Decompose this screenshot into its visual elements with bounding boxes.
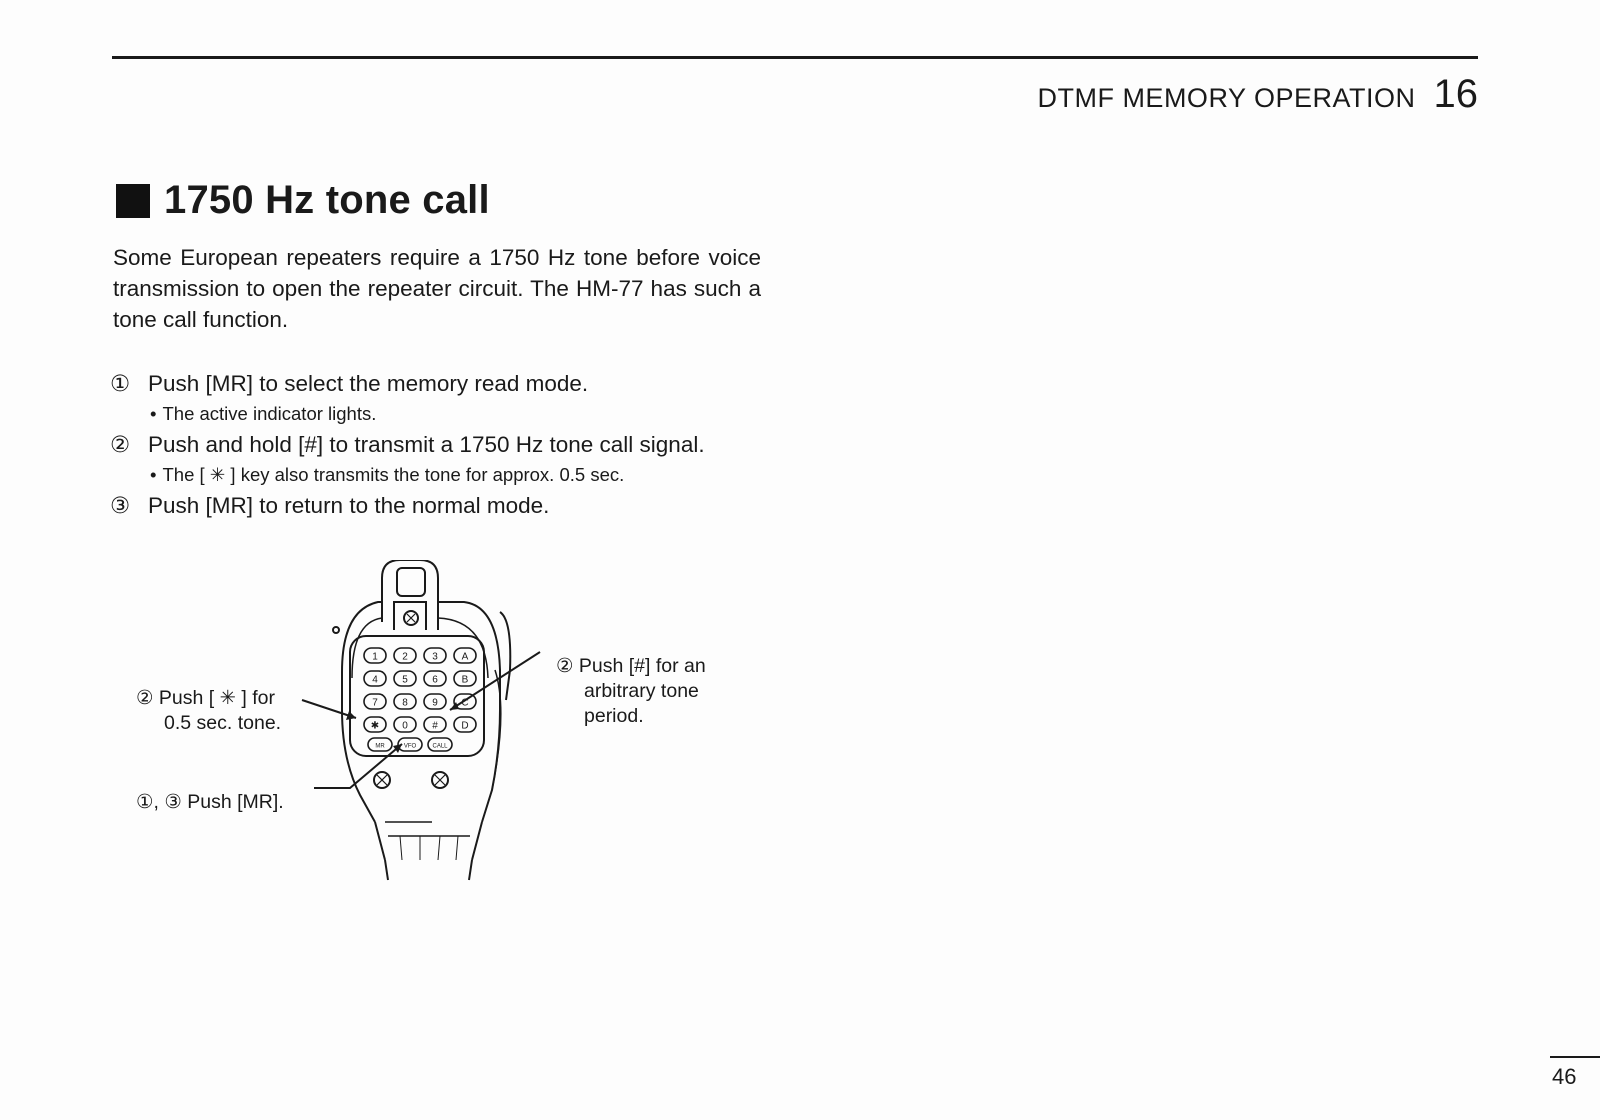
bullet: • xyxy=(150,403,157,424)
step-note-text: The [ ✳ ] key also transmits the tone for approx. 0.5 sec. xyxy=(162,464,625,485)
callout-line: 0.5 sec. tone. xyxy=(164,712,282,734)
function-key-label: VFO xyxy=(403,743,417,750)
header-rule xyxy=(112,56,1478,59)
callout-hash-key xyxy=(556,654,706,729)
step-number: ② xyxy=(110,432,131,457)
page-number-rule xyxy=(1550,1056,1600,1058)
callout-line: period. xyxy=(584,705,644,727)
callout-line: ② Push [#] for an xyxy=(556,655,706,677)
step-note xyxy=(110,460,810,490)
keypad-key-label: 8 xyxy=(402,697,408,709)
keypad-key-label: A xyxy=(461,651,469,663)
step-text: Push [MR] to return to the normal mode. xyxy=(148,493,550,518)
section-number: 16 xyxy=(1433,72,1478,116)
keypad-key-label: 4 xyxy=(372,674,378,686)
keypad-key-label: D xyxy=(461,720,469,732)
callout-star-key xyxy=(136,686,281,736)
keypad-key-label: 0 xyxy=(402,720,408,732)
callout-line: ①, ③ Push [MR]. xyxy=(136,791,284,813)
page-title: 1750 Hz tone call xyxy=(164,178,490,222)
step-2 xyxy=(110,429,810,460)
section-heading xyxy=(116,178,490,223)
cable-relief xyxy=(375,822,482,860)
keypad-key-label: 6 xyxy=(432,674,438,686)
keypad-key-label: 5 xyxy=(402,674,408,686)
keypad-key-label: C xyxy=(461,697,469,709)
heading-square-icon xyxy=(116,184,150,218)
callout-mr-key xyxy=(136,790,284,815)
keypad-key-label: B xyxy=(461,674,469,686)
step-number: ① xyxy=(110,371,131,396)
step-note xyxy=(110,399,810,429)
indicator-dot xyxy=(333,627,339,633)
keypad xyxy=(364,648,476,751)
keypad-key-label: 1 xyxy=(372,651,378,663)
step-1 xyxy=(110,368,810,399)
keypad-key-label: 2 xyxy=(402,651,408,663)
running-head xyxy=(1037,72,1478,117)
microphone-figure xyxy=(120,560,760,890)
step-number: ③ xyxy=(110,493,131,518)
function-key-label: CALL xyxy=(432,743,448,750)
step-note-text: The active indicator lights. xyxy=(162,403,377,424)
step-text: Push [MR] to select the memory read mode. xyxy=(148,371,589,396)
keypad-key-label: # xyxy=(432,720,438,732)
keypad-key-label: 7 xyxy=(372,697,378,709)
intro-paragraph: Some European repeaters require a 1750 Hz tone before voice transmission to open the repeater circuit. The HM-77 has such a tone call function. xyxy=(113,245,761,332)
step-text: Push and hold [#] to transmit a 1750 Hz tone call signal. xyxy=(148,432,705,457)
step-3 xyxy=(110,490,810,521)
callout-line: ② Push [ ✳ ] for xyxy=(136,687,275,709)
bullet: • xyxy=(150,464,157,485)
function-key-label: MR xyxy=(375,743,385,750)
hanger-slot xyxy=(397,568,425,596)
keypad-key-label: 9 xyxy=(432,697,438,709)
keypad-key-label: 3 xyxy=(432,651,438,663)
page-number: 46 xyxy=(1552,1064,1577,1089)
section-name: DTMF MEMORY OPERATION xyxy=(1037,83,1416,113)
keypad-key-label: ✱ xyxy=(370,720,380,732)
steps-list xyxy=(110,368,810,521)
callout-line: arbitrary tone xyxy=(584,680,699,702)
